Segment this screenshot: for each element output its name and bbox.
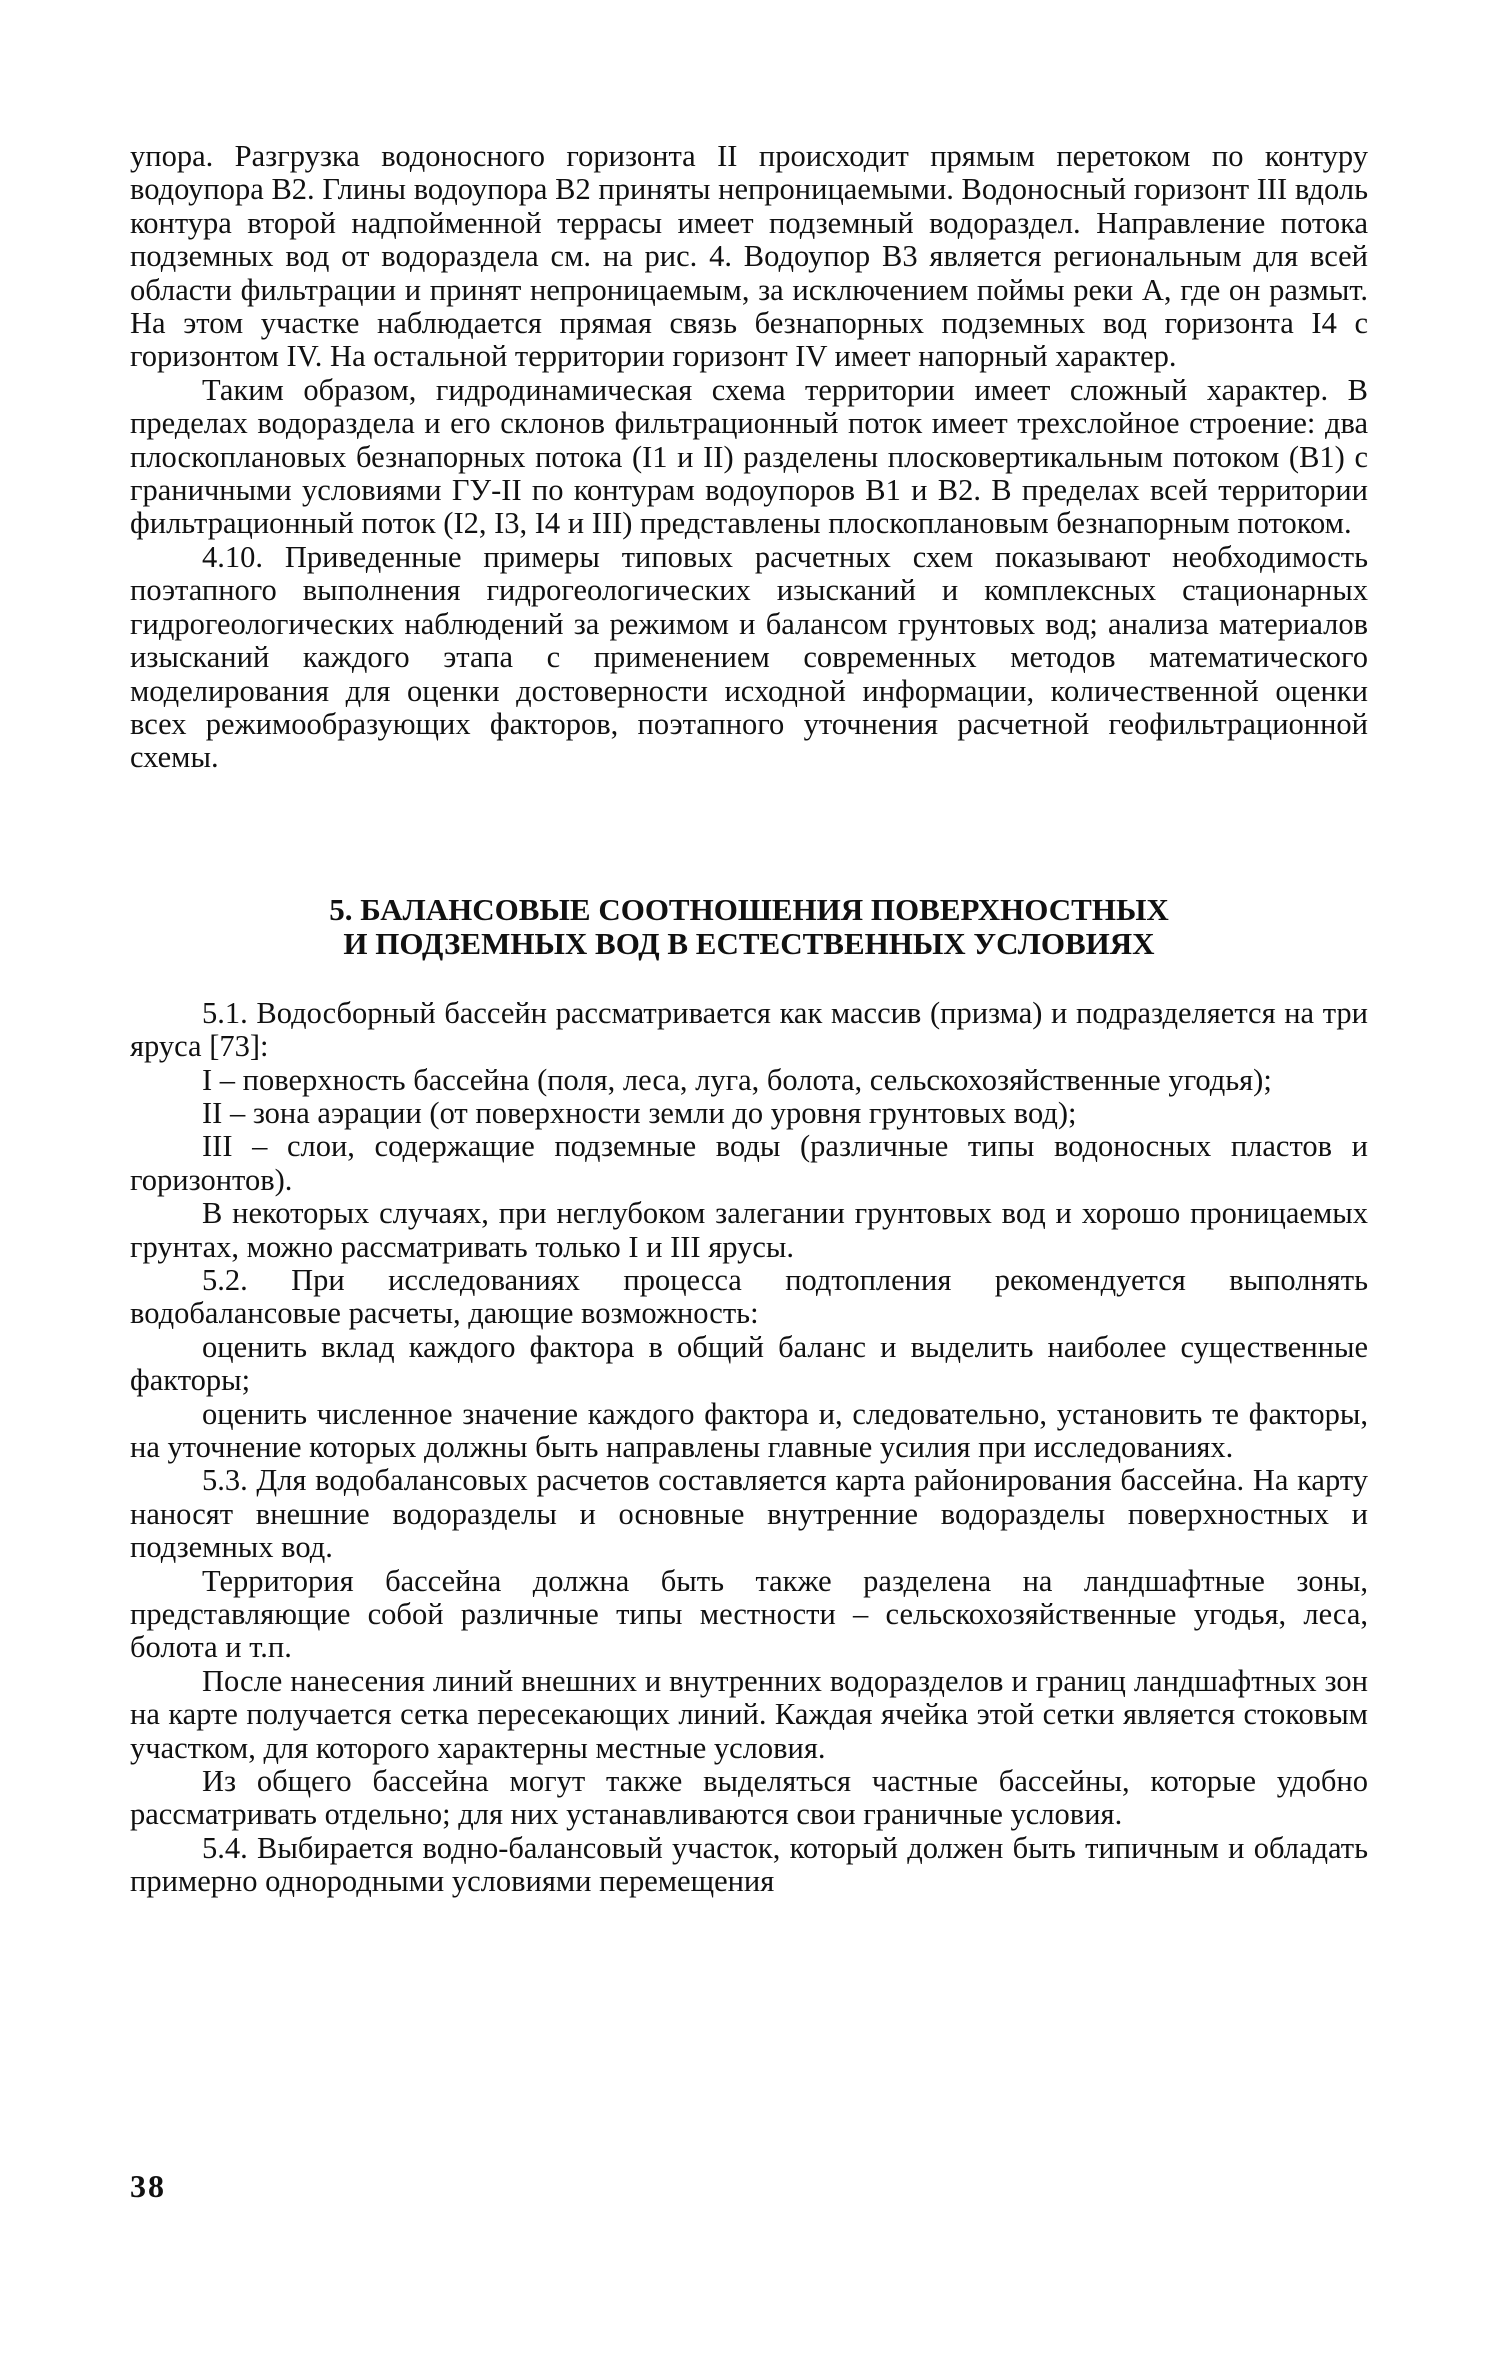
list-item: оценить численное значение каждого фактора и, следовательно, установить те факторы, на уточнение которых должны быть направлены главные усилия при исследованиях.: [130, 1396, 1368, 1464]
paragraph: Территория бассейна должна быть также разделена на ландшафтные зоны, представляющие собой различные типы местности – сельскохозяйственные угодья, леса, болота и т.п.: [130, 1563, 1368, 1665]
paragraph: 4.10. Приведенные примеры типовых расчетных схем показывают необходимость поэтапного выполнения гидрогеологических изысканий и комплексных стационарных гидрогеологических наблюдений за режимом и балансом грунтовых вод; анализа материалов изысканий каждого этапа с применением современных методов математического моделирования для оценки достоверности исходной информации, количественной оценки всех режимообразующих факторов, поэтапного уточнения расчетной геофильтрационной схемы.: [130, 539, 1368, 775]
paragraph: Из общего бассейна могут также выделяться частные бассейны, которые удобно рассматривать отдельно; для них устанавливаются свои граничные условия.: [130, 1764, 1368, 1832]
list-item: III – слои, содержащие подземные воды (различные типы водоносных пластов и горизонтов).: [130, 1129, 1368, 1197]
text-column: [130, 140, 1368, 1899]
section-heading-line: И ПОДЗЕМНЫХ ВОД В ЕСТЕСТВЕННЫХ УСЛОВИЯХ: [343, 925, 1155, 961]
list-item: оценить вклад каждого фактора в общий баланс и выделить наиболее существенные факторы;: [130, 1329, 1368, 1398]
paragraph: Таким образом, гидродинамическая схема территории имеет сложный характер. В пределах водораздела и его склонов фильтрационный поток имеет трехслойное строение: два плоскоплановых безнапорных потока (I1 и II) разделены плосковертикальным потоком (B1) с граничными условиями ГУ-II по контурам водоупоров B1 и B2. В пределах всей территории фильтрационный поток (I2, I3, I4 и III) представлены плоскоплановым безнапорным потоком.: [130, 372, 1368, 541]
paragraph: 5.2. При исследованиях процесса подтопления рекомендуется выполнять водобалансовые расчеты, дающие возможность:: [130, 1262, 1368, 1331]
paragraph: После нанесения линий внешних и внутренних водоразделов и границ ландшафтных зон на карте получается сетка пересекающих линий. Каждая ячейка этой сетки является стоковым участком, для которого характерны местные условия.: [130, 1663, 1368, 1765]
paragraph: 5.3. Для водобалансовых расчетов составляется карта районирования бассейна. На карту наносят внешние водоразделы и основные внутренние водоразделы поверхностных и подземных вод.: [130, 1463, 1368, 1565]
list-item: II – зона аэрации (от поверхности земли до уровня грунтовых вод);: [202, 1095, 1077, 1130]
page-number: 38: [130, 2168, 166, 2204]
list-item: I – поверхность бассейна (поля, леса, луга, болота, сельскохозяйственные угодья);: [202, 1062, 1272, 1097]
paragraph: упора. Разгрузка водоносного горизонта II происходит прямым перетоком по контуру водоупора B2. Глины водоупора B2 приняты непроницаемыми. Водоносный горизонт III вдоль контура второй надпойменной террасы имеет подземный водораздел. Направление потока подземных вод от водораздела см. на рис. 4. Водоупор B3 является региональным для всей области фильтрации и принят непроницаемым, за исключением поймы реки A, где он размыт. На этом участке наблюдается прямая связь безнапорных подземных вод горизонта I4 с горизонтом IV. На остальной территории горизонт IV имеет напорный характер.: [130, 139, 1368, 374]
paragraph: 5.4. Выбирается водно-балансовый участок, который должен быть типичным и обладать примерно однородными условиями перемещения: [130, 1830, 1368, 1899]
paragraph: В некоторых случаях, при неглубоком залегании грунтовых вод и хорошо проницаемых грунтах, можно рассматривать только I и III ярусы.: [130, 1196, 1368, 1264]
section-heading: [130, 893, 1368, 961]
paragraph: 5.1. Водосборный бассейн рассматривается как массив (призма) и подразделяется на три яруса [73]:: [130, 995, 1368, 1064]
section-heading-line: 5. БАЛАНСОВЫЕ СООТНОШЕНИЯ ПОВЕРХНОСТНЫХ: [329, 891, 1169, 927]
